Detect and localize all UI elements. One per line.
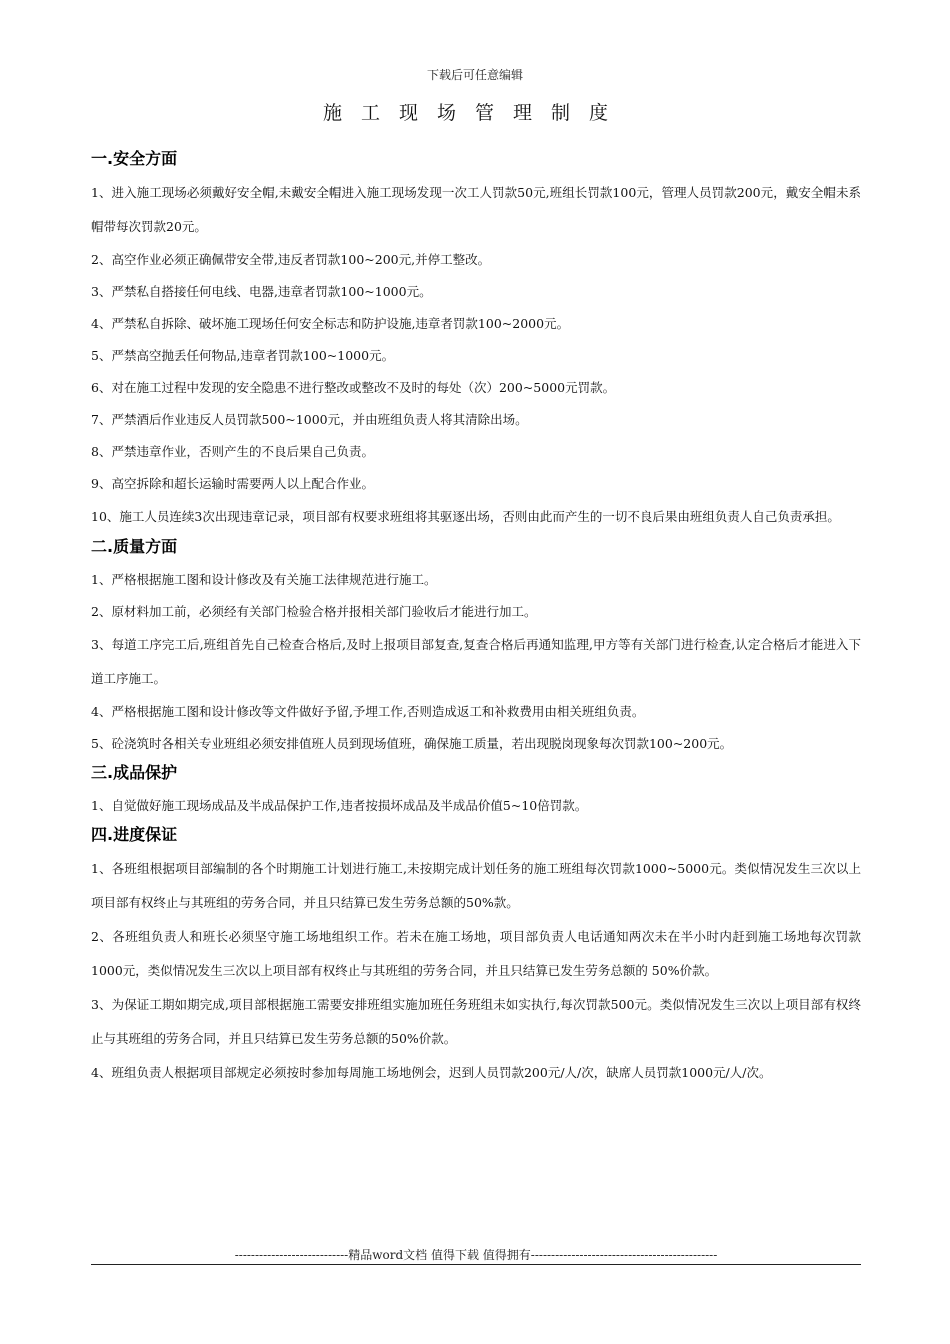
section-schedule bbox=[91, 822, 861, 1090]
editable-note: 下载后可任意编辑 bbox=[426, 68, 523, 82]
rule-item: 1、自觉做好施工现场成品及半成品保护工作,违者按损坏成品及半成品价值5~10倍罚款。 bbox=[91, 798, 588, 813]
rule-item: 3、每道工序完工后,班组首先自己检查合格后,及时上报项目部复查,复查合格后再通知监理,甲方等有关部门进行检查,认定合格后才能进入下道工序施工。 bbox=[91, 637, 861, 686]
rule-item: 7、严禁酒后作业违反人员罚款500~1000元，并由班组负责人将其清除出场。 bbox=[91, 412, 528, 427]
rule-item: 5、严禁高空抛丢任何物品,违章者罚款100~1000元。 bbox=[91, 348, 395, 363]
rule-item: 9、高空拆除和超长运输时需要两人以上配合作业。 bbox=[91, 476, 374, 491]
section-product-protection bbox=[91, 760, 861, 822]
rule-item: 5、砼浇筑时各相关专业班组必须安排值班人员到现场值班，确保施工质量，若出现脱岗现象每次罚款100~200元。 bbox=[91, 736, 733, 751]
rule-item: 3、严禁私自搭接任何电线、电器,违章者罚款100~1000元。 bbox=[91, 284, 432, 299]
rule-item: 3、为保证工期如期完成,项目部根据施工需要安排班组实施加班任务班组未如实执行,每次罚款500元。类似情况发生三次以上项目部有权终止与其班组的劳务合同，并且只结算已发生劳务总额的50%价款。 bbox=[91, 997, 861, 1046]
section-heading: 一.安全方面 bbox=[91, 149, 178, 168]
section-heading: 四.进度保证 bbox=[91, 825, 178, 844]
rule-item: 6、对在施工过程中发现的安全隐患不进行整改或整改不及时的每处（次）200~5000元罚款。 bbox=[91, 380, 616, 395]
rule-item: 4、班组负责人根据项目部规定必须按时参加每周施工场地例会，迟到人员罚款200元/人/次，缺席人员罚款1000元/人/次。 bbox=[91, 1065, 772, 1080]
section-safety bbox=[91, 146, 861, 534]
rule-item: 2、各班组负责人和班长必须坚守施工场地组织工作。若未在施工场地，项目部负责人电话通知两次未在半小时内赶到施工场地每次罚款1000元，类似情况发生三次以上项目部有权终止与其班组的劳务合同，并且只结算已发生劳务总额的 50%价款。 bbox=[91, 929, 861, 978]
document-title: 施工现场管理制度 bbox=[322, 102, 627, 124]
section-quality bbox=[91, 534, 861, 760]
rule-item: 1、进入施工现场必须戴好安全帽,未戴安全帽进入施工现场发现一次工人罚款50元,班组长罚款100元，管理人员罚款200元，戴安全帽未系帽带每次罚款20元。 bbox=[91, 185, 861, 234]
section-heading: 三.成品保护 bbox=[91, 763, 178, 782]
rule-item: 2、高空作业必须正确佩带安全带,违反者罚款100~200元,并停工整改。 bbox=[91, 252, 491, 267]
rule-item: 10、施工人员连续3次出现违章记录，项目部有权要求班组将其驱逐出场，否则由此而产生的一切不良后果由班组负责人自己负责承担。 bbox=[91, 509, 840, 524]
footer-text: ----------------------------精品word文档 值得下载 值得拥有---------------------------------------------- bbox=[234, 1248, 718, 1262]
section-heading: 二.质量方面 bbox=[91, 537, 178, 556]
footer-divider bbox=[91, 1264, 861, 1265]
rule-item: 4、严禁私自拆除、破坏施工现场任何安全标志和防护设施,违章者罚款100~2000元。 bbox=[91, 316, 570, 331]
document-body bbox=[91, 146, 861, 1090]
rule-item: 2、原材料加工前，必须经有关部门检验合格并报相关部门验收后才能进行加工。 bbox=[91, 604, 537, 619]
rule-item: 4、严格根据施工图和设计修改等文件做好予留,予埋工作,否则造成返工和补救费用由相关班组负责。 bbox=[91, 704, 645, 719]
rule-item: 1、严格根据施工图和设计修改及有关施工法律规范进行施工。 bbox=[91, 572, 437, 587]
rule-item: 8、严禁违章作业，否则产生的不良后果自己负责。 bbox=[91, 444, 374, 459]
rule-item: 1、各班组根据项目部编制的各个时期施工计划进行施工,未按期完成计划任务的施工班组每次罚款1000~5000元。类似情况发生三次以上项目部有权终止与其班组的劳务合同，并且只结算已发生劳务总额的50%款。 bbox=[91, 861, 861, 910]
